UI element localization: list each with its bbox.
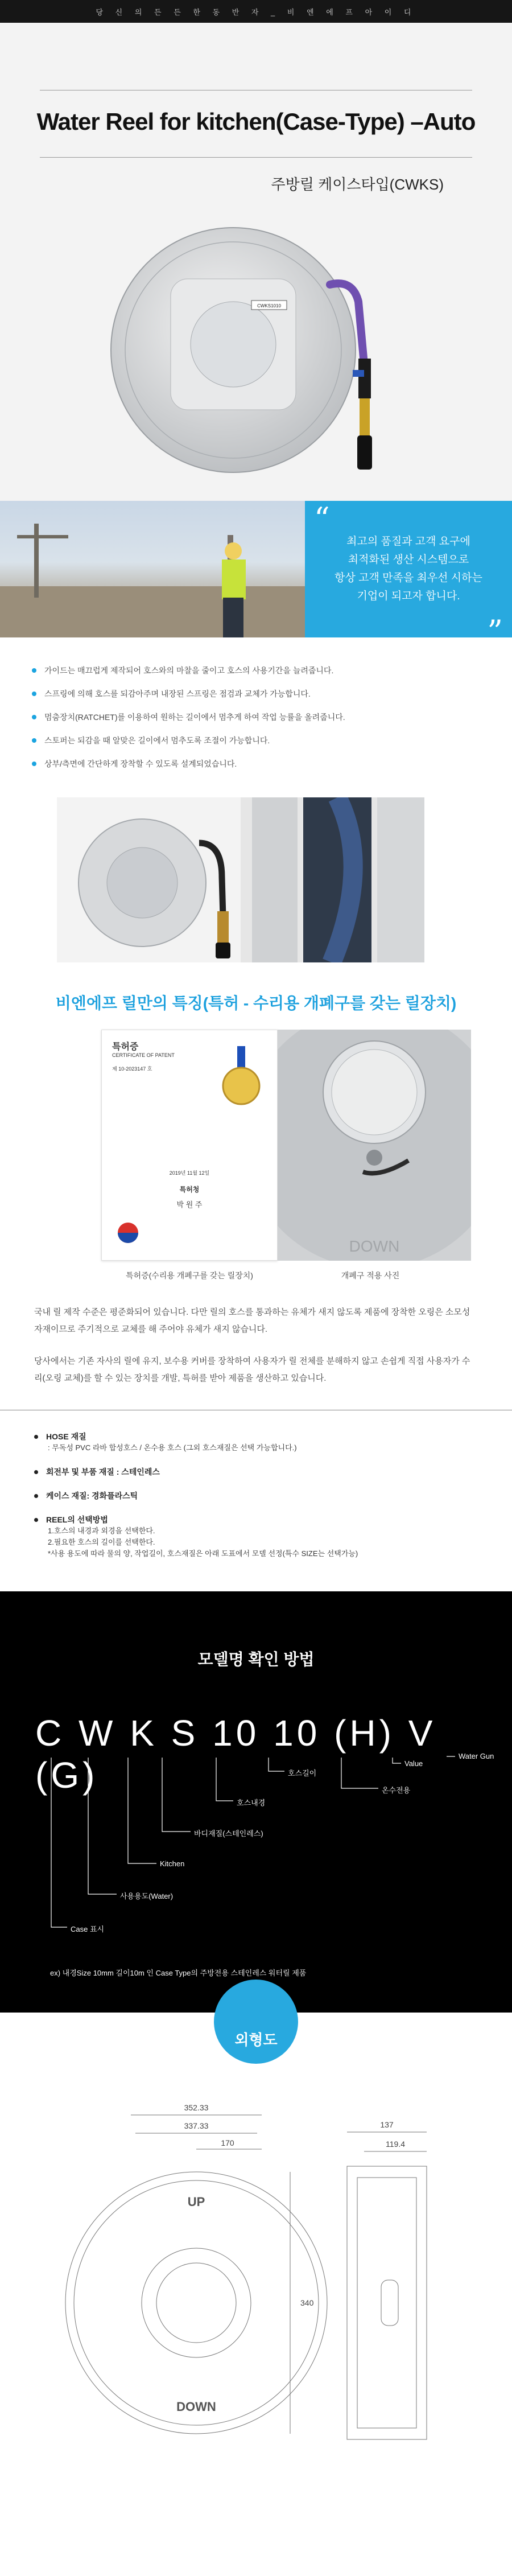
feature-item: 스프링에 의해 호스를 되감아주며 내장된 스프링은 점검과 교체가 가능합니다. bbox=[32, 688, 512, 699]
page-title: Water Reel for kitchen(Case-Type) –Auto bbox=[36, 108, 476, 135]
model-code: C W K S 10 10 (H) V (G) bbox=[35, 1713, 436, 1796]
down-cover-text: DOWN bbox=[349, 1237, 400, 1255]
label-gun: Water Gun bbox=[459, 1752, 494, 1760]
dimension-badge: 외형도 bbox=[214, 1980, 298, 2064]
philosophy-banner bbox=[0, 501, 512, 649]
description-paragraph-2: 당사에서는 기존 자사의 릴에 유지, 보수용 커버를 장착하여 사용자가 릴 전체를 분해하지 않고 손쉽게 직접 사용자가 수리(오링 교체)를 할 수 있는 장치를 개발, 특허를 받아 제품을 생산하고 있습니다. bbox=[34, 1356, 470, 1383]
certificate-signature: 박 원 주 bbox=[176, 1200, 203, 1209]
certificate-subtitle: CERTIFICATE OF PATENT bbox=[112, 1052, 175, 1058]
patent-feature-title: 비엔에프 릴만의 특징(특허 - 수리용 개폐구를 갖는 릴장치) bbox=[55, 994, 457, 1012]
close-quote-mark: ” bbox=[487, 614, 503, 649]
dim-depth-inner: 119.4 bbox=[386, 2139, 405, 2149]
spec-list bbox=[0, 1410, 512, 1559]
spec-hose-body: : 무독성 PVC 라바 합성호스 / 온수용 호스 (그외 호스재질은 선택 가능합니다.) bbox=[48, 1443, 297, 1452]
spec-reel-selection bbox=[34, 1514, 478, 1559]
open-quote-mark: “ bbox=[314, 501, 330, 537]
feature-item: 스토퍼는 되감을 때 알맞은 길이에서 멈추도록 조절이 가능합니다. bbox=[32, 735, 512, 746]
drawing-down-text: DOWN bbox=[176, 2400, 216, 2414]
hero-rule-bottom bbox=[40, 157, 472, 158]
feature-item: 멈춤장치(RATCHET)를 이용하여 원하는 길이에서 멈추게 하여 작업 능률을 올려줍니다. bbox=[32, 711, 512, 723]
spec-hose-head: HOSE 재질 bbox=[34, 1431, 478, 1442]
patent-certificate bbox=[101, 1030, 278, 1261]
feature-item: 가이드는 매끄럽게 제작되어 호스와의 마찰을 줄이고 호스의 사용기간을 늘려줍니다. bbox=[32, 665, 512, 676]
hero-section bbox=[0, 23, 512, 501]
patent-caption: 특허증(수리용 개폐구를 갖는 릴장치) bbox=[126, 1271, 253, 1280]
reel-model-label: CWKS1010 bbox=[257, 303, 281, 308]
opening-photo-column bbox=[278, 1030, 463, 1281]
certificate-date: 2019년 11월 12일 bbox=[169, 1170, 210, 1176]
label-value: Value bbox=[404, 1759, 423, 1768]
description-paragraph-1: 국내 릴 제작 수준은 평준화되어 있습니다. 다만 릴의 호스를 통과하는 유체가 새지 않도록 제품에 장착한 오링은 소모성 자재이므로 주기적으로 교체를 해 주어야 유체가 새지 않습니다. bbox=[34, 1307, 470, 1334]
label-hot: 온수전용 bbox=[382, 1786, 411, 1795]
opening-caption: 개폐구 적용 사진 bbox=[341, 1271, 400, 1280]
product-subtitle: 주방릴 케이스타입(CWKS) bbox=[271, 176, 444, 193]
spec-rotating-head: 회전부 및 부품 재질 : 스테인레스 bbox=[34, 1466, 478, 1478]
feature-list bbox=[0, 637, 512, 769]
spec-hose bbox=[34, 1431, 478, 1454]
philosophy-line-3: 항상 고객 만족을 최우선 시하는 bbox=[335, 572, 482, 584]
dim-width-outer: 352.33 bbox=[184, 2103, 209, 2112]
philosophy-line-2: 최적화된 생산 시스템으로 bbox=[348, 554, 469, 566]
engineer-photo bbox=[0, 501, 305, 637]
opening-cover-photo bbox=[278, 1030, 471, 1261]
model-example-note: ex) 내경Size 10mm 길이10m 인 Case Type의 주방전용 스테인레스 워터릴 제품 bbox=[50, 1969, 307, 1977]
dimension-drawing bbox=[0, 2064, 512, 2576]
gold-seal-icon bbox=[221, 1046, 261, 1109]
model-name-section bbox=[0, 1591, 512, 2013]
label-kitchen: Kitchen bbox=[160, 1859, 185, 1868]
philosophy-quote-box bbox=[305, 501, 512, 649]
label-length: 호스길이 bbox=[288, 1769, 317, 1777]
patent-description bbox=[0, 1304, 512, 1387]
feature-item: 상부/측면에 간단하게 장착할 수 있도록 설계되었습니다. bbox=[32, 758, 512, 769]
label-case: Case 표시 bbox=[71, 1925, 105, 1933]
certificate-number: 제 10-2023147 호 bbox=[112, 1066, 152, 1072]
reel-side-photo bbox=[241, 797, 424, 962]
top-slogan-bar bbox=[0, 0, 512, 23]
spec-selection-step-2: 2.필요한 호스의 길이를 선택한다. bbox=[48, 1538, 155, 1546]
patent-certificate-column bbox=[101, 1030, 278, 1281]
spec-selection-note: *사용 용도에 따라 물의 양, 작업길이, 호스재질은 아래 도표에서 모델 선정(특수 SIZE는 선택가능) bbox=[48, 1549, 358, 1558]
hose-reel-illustration bbox=[102, 216, 398, 484]
reel-front-photo bbox=[57, 797, 241, 962]
spec-case bbox=[34, 1490, 478, 1501]
patent-row bbox=[0, 1014, 512, 1281]
philosophy-line-1: 최고의 품질과 고객 요구에 bbox=[346, 536, 470, 548]
spec-selection-head: REEL의 선택방법 bbox=[34, 1514, 478, 1525]
spec-rotating-parts bbox=[34, 1466, 478, 1478]
dim-width-inner: 337.33 bbox=[184, 2121, 209, 2130]
spec-case-head: 케이스 재질: 경화플라스틱 bbox=[34, 1490, 478, 1501]
kipo-logo-icon bbox=[117, 1221, 139, 1244]
label-water: 사용용도(Water) bbox=[120, 1892, 174, 1900]
spec-selection-step-1: 1.호스의 내경과 외경을 선택한다. bbox=[48, 1526, 155, 1535]
label-body: 바디재질(스테인레스) bbox=[194, 1829, 263, 1838]
dim-depth: 137 bbox=[380, 2120, 394, 2129]
model-section-title: 모델명 확인 방법 bbox=[197, 1651, 315, 1668]
certificate-office: 특허청 bbox=[179, 1186, 200, 1194]
drawing-up-text: UP bbox=[187, 2195, 205, 2209]
philosophy-line-4: 기업이 되고자 합니다. bbox=[357, 590, 460, 602]
dim-height: 340 bbox=[300, 2298, 314, 2307]
product-photo-row bbox=[0, 781, 512, 962]
certificate-title: 특허증 bbox=[112, 1042, 139, 1052]
dimension-section bbox=[0, 2013, 512, 2559]
slogan-text: 당 신 의 든 든 한 동 반 자 _ 비 엔 에 프 아 이 디 bbox=[96, 7, 416, 17]
label-inner: 호스내경 bbox=[237, 1799, 266, 1807]
dim-half-width: 170 bbox=[221, 2138, 234, 2147]
